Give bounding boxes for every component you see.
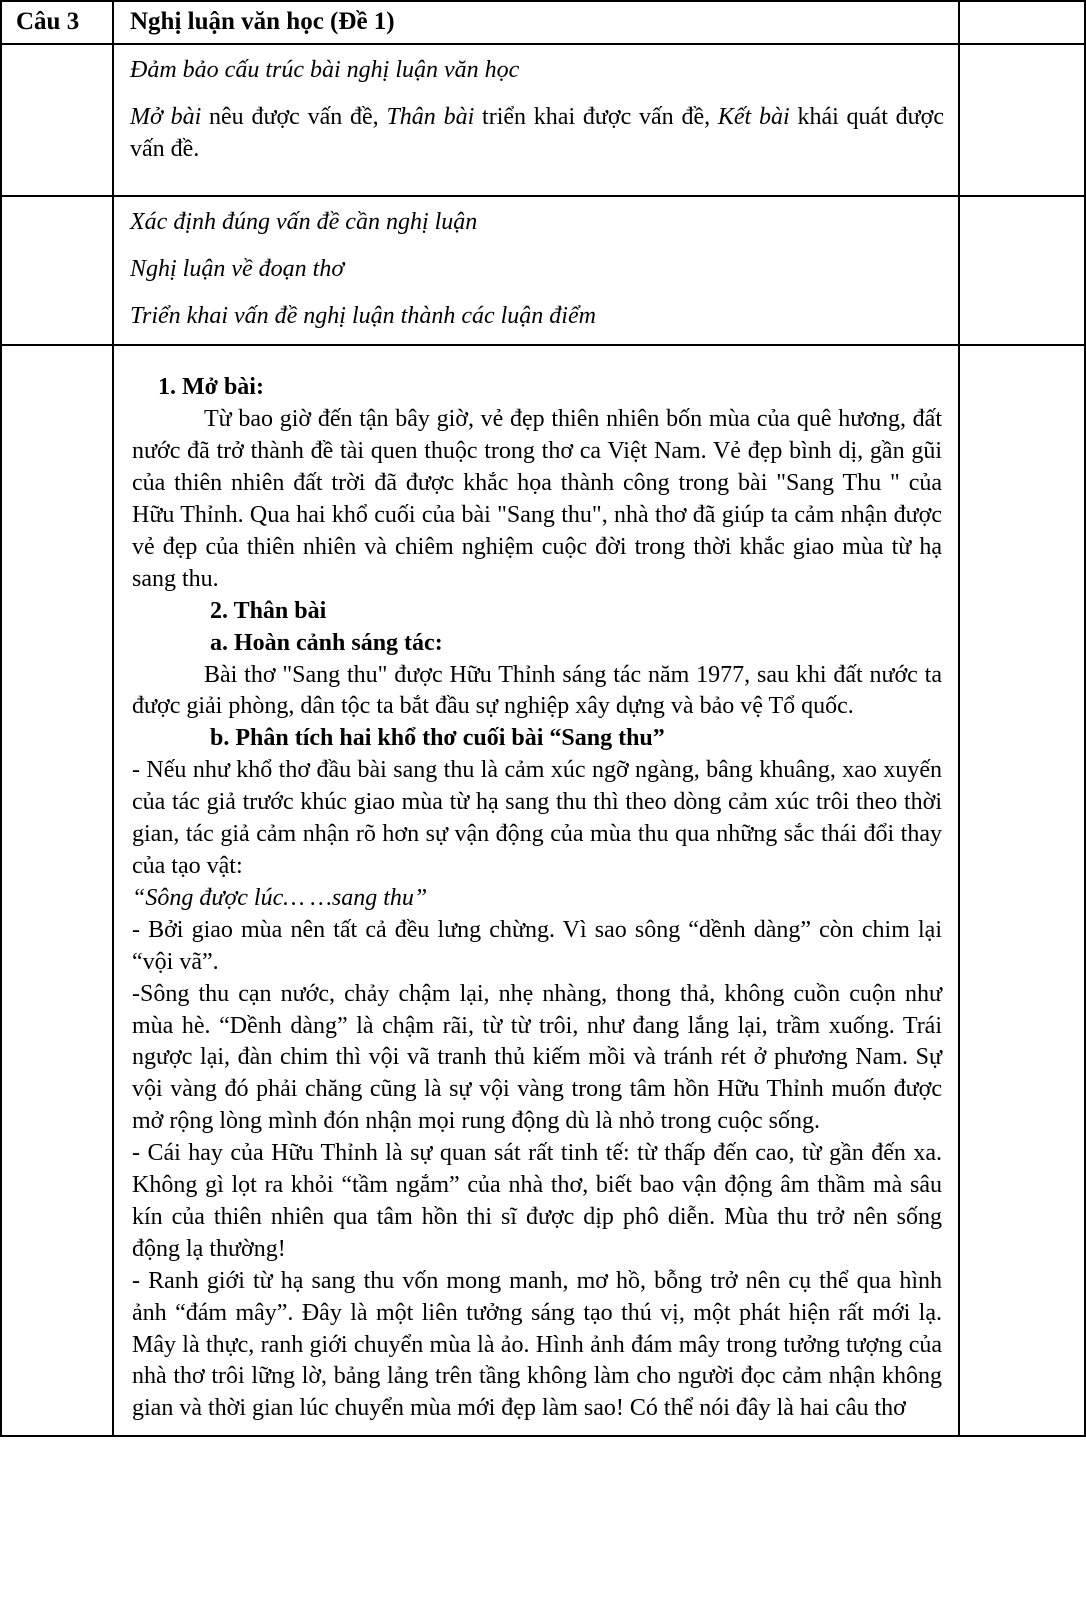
table-row-criteria-identify [1, 196, 1085, 346]
criteria-structure-cell [113, 44, 959, 196]
heading-hoan-canh-sang-tac: a. Hoàn cảnh sáng tác: [210, 629, 443, 656]
criteria-identify-cell [113, 196, 959, 346]
question-title: Nghị luận văn học (Đề 1) [130, 8, 395, 35]
criteria-part-than-bai: Thân bài [386, 104, 475, 131]
score-cell-header [959, 1, 1085, 44]
paragraph-hoan-canh-sang-tac: Bài thơ "Sang thu" được Hữu Thỉnh sáng tác năm 1977, sau khi đất nước ta được giải phòng, dân tộc ta bắt đầu sự nghiệp xây dựng và bảo vệ Tổ quốc. [132, 661, 942, 720]
label-cell-empty-3 [1, 345, 113, 1436]
paragraph-ranh-gioi: - Ranh giới từ hạ sang thu vốn mong manh, mơ hồ, bỗng trở nên cụ thể qua hình ảnh “đám mây”. Đây là một liên tưởng sáng tạo thú vị, một phát hiện rất mới lạ. Mây là thực, ranh giới chuyển mùa là ảo. Hình ảnh đám mây trong tưởng tượng của nhà thơ trôi lững lờ, bảng lảng trên tầng không làm cho người đọc cảm nhận không gian và thời gian lúc chuyển mùa mới đẹp làm sao! Có thể nói đây là hai câu thơ [132, 1267, 942, 1422]
score-cell-essay [959, 345, 1085, 1436]
heading-phan-tich: b. Phân tích hai khổ thơ cuối bài “Sang thu” [210, 725, 665, 752]
paragraph-song-thu: -Sông thu cạn nước, chảy chậm lại, nhẹ nhàng, thong thả, không cuồn cuộn như mùa hè. “Dềnh dàng” là chậm rãi, từ từ trôi, như đang lắng lại, trầm xuống. Trái ngược lại, đàn chim thì vội vã tranh thủ kiếm mồi và tránh rét ở phương Nam. Sự vội vàng đó phải chăng cũng là sự vội vàng trong tâm hồn Hữu Thỉnh muốn được mở rộng lòng mình đón nhận mọi rung động dù là nhỏ trong cuộc sống. [132, 980, 942, 1135]
label-cell-empty-2 [1, 196, 113, 346]
criteria-part-ket-bai: Kết bài [717, 104, 790, 131]
criteria-structure-line-2 [130, 102, 944, 164]
criteria-part-mo-bai: Mở bài [130, 104, 202, 131]
heading-mo-bai: 1. Mở bài: [158, 374, 264, 401]
criteria-structure-line-1: Đảm bảo cấu trúc bài nghị luận văn học [130, 57, 520, 84]
poem-quote: “Sông được lúc… …sang thu” [132, 884, 428, 911]
table-row-question-header [1, 1, 1085, 44]
table-row-criteria-structure [1, 44, 1085, 196]
table-row-essay-content [1, 345, 1085, 1436]
question-label: Câu 3 [16, 8, 80, 35]
paragraph-mo-bai: Từ bao giờ đến tận bây giờ, vẻ đẹp thiên nhiên bốn mùa của quê hương, đất nước đã trở thành đề tài quen thuộc trong thơ ca Việt Nam. Vẻ đẹp bình dị, gần gũi của thiên nhiên đất trời đã được khắc họa thành công trong bài "Sang Thu " của Hữu Thỉnh. Qua hai khổ cuối của bài "Sang thu", nhà thơ đã giúp ta cảm nhận được vẻ đẹp của thiên nhiên và chiêm nghiệm cuộc đời trong thời khắc giao mùa từ hạ sang thu. [132, 406, 942, 592]
heading-than-bai: 2. Thân bài [210, 597, 327, 624]
criteria-identify-line-3: Triển khai vấn đề nghị luận thành các luận điểm [130, 303, 596, 330]
criteria-part-text-2: triển khai được vấn đề, [474, 104, 718, 131]
criteria-part-text-3: khái quát được vấn đề. [130, 104, 944, 162]
paragraph-boi-giao-mua: - Bởi giao mùa nên tất cả đều lưng chừng. Vì sao sông “dềnh dàng” còn chim lại “vội vã”. [132, 916, 942, 975]
essay-content-cell [113, 345, 959, 1436]
score-cell-structure [959, 44, 1085, 196]
question-title-cell [113, 1, 959, 44]
question-label-cell [1, 1, 113, 44]
paragraph-neu-nhu: - Nếu như khổ thơ đầu bài sang thu là cảm xúc ngỡ ngàng, bâng khuâng, xao xuyến của tác giả trước khúc giao mùa từ hạ sang thu thì theo dòng cảm xúc trôi theo thời gian, tác giả cảm nhận rõ hơn sự vận động của mùa thu qua những sắc thái đổi thay của tạo vật: [132, 757, 942, 879]
criteria-part-text-1: nêu được vấn đề, [201, 104, 387, 131]
label-cell-empty-1 [1, 44, 113, 196]
score-cell-identify [959, 196, 1085, 346]
criteria-identify-line-2: Nghị luận về đoạn thơ [130, 256, 345, 282]
paragraph-cai-hay: - Cái hay của Hữu Thỉnh là sự quan sát rất tinh tế: từ thấp đến cao, từ gần đến xa. Không gì lọt ra khỏi “tầm ngắm” của nhà thơ, biết bao vận động âm thầm mà sâu kín của thiên nhiên qua tâm hồn thi sĩ được dịp phô diễn. Mùa thu trở nên sống động lạ thường! [132, 1140, 942, 1262]
criteria-identify-line-1: Xác định đúng vấn đề cần nghị luận [130, 208, 478, 235]
